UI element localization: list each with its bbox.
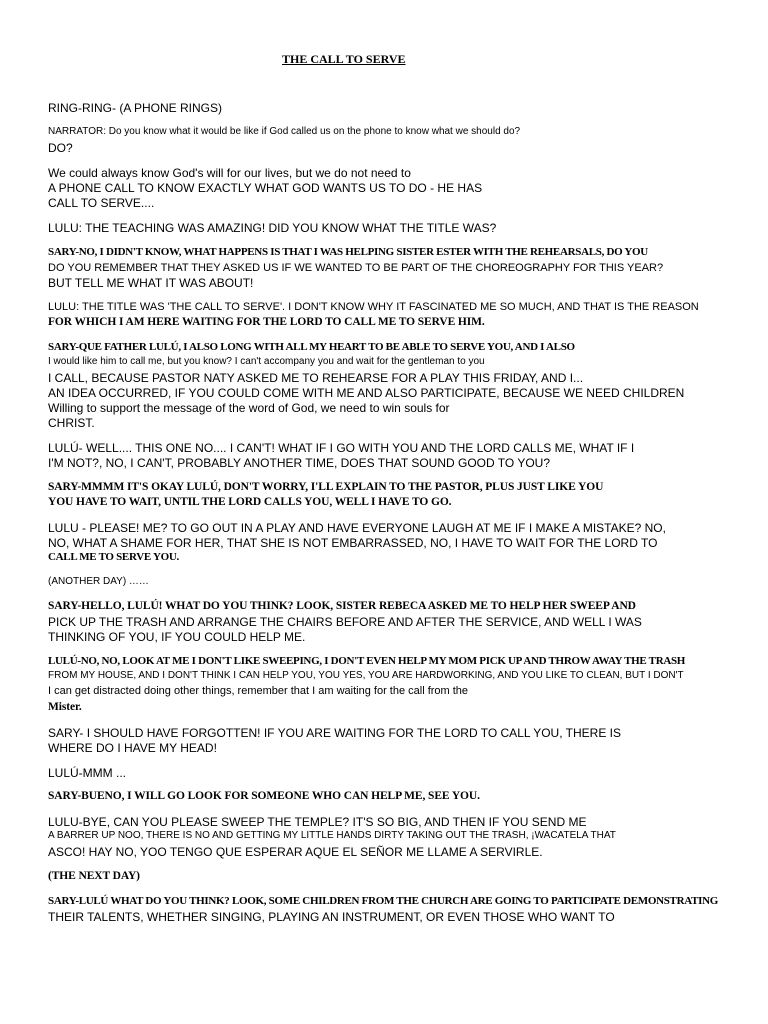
script-line: LULÚ- WELL.... THIS ONE NO.... I CAN'T! WHAT IF I GO WITH YOU AND THE LORD CALLS ME, WHAT IF I: [48, 441, 635, 455]
script-line: (ANOTHER DAY) ……: [48, 576, 149, 587]
script-line: SARY- I SHOULD HAVE FORGOTTEN! IF YOU ARE WAITING FOR THE LORD TO CALL YOU, THERE IS: [48, 726, 622, 740]
script-line: LULU - PLEASE! ME? TO GO OUT IN A PLAY AND HAVE EVERYONE LAUGH AT ME IF I MAKE A MISTAKE? NO,: [48, 521, 666, 535]
script-line: LULÚ-NO, NO, LOOK AT ME I DON'T LIKE SWEEPING, I DON'T EVEN HELP MY MOM PICK UP AND THROW AWAY THE TRASH: [48, 655, 686, 667]
script-line: RING-RING- (A PHONE RINGS): [48, 101, 223, 115]
script-line: SARY-LULÚ WHAT DO YOU THINK? LOOK, SOME CHILDREN FROM THE CHURCH ARE GOING TO PARTICIPATE DEMONSTRATING: [48, 895, 718, 907]
script-line: SARY-NO, I DIDN'T KNOW, WHAT HAPPENS IS THAT I WAS HELPING SISTER ESTER WITH THE REHEARSALS, DO YOU: [48, 246, 648, 258]
script-line: THEIR TALENTS, WHETHER SINGING, PLAYING AN INSTRUMENT, OR EVEN THOSE WHO WANT TO: [48, 910, 615, 924]
script-line: A PHONE CALL TO KNOW EXACTLY WHAT GOD WANTS US TO DO - HE HAS: [48, 181, 483, 195]
script-line: SARY-MMMM IT'S OKAY LULÚ, DON'T WORRY, I'LL EXPLAIN TO THE PASTOR, PLUS JUST LIKE YOU: [48, 481, 604, 493]
script-line: FROM MY HOUSE, AND I DON'T THINK I CAN HELP YOU, YOU YES, YOU ARE HARDWORKING, AND YOU LIKE TO CLEAN, BUT I DON'T: [48, 670, 684, 681]
script-line: (THE NEXT DAY): [48, 870, 140, 882]
script-line: LULU-BYE, CAN YOU PLEASE SWEEP THE TEMPLE? IT'S SO BIG, AND THEN IF YOU SEND ME: [48, 815, 587, 829]
script-line: AN IDEA OCCURRED, IF YOU COULD COME WITH ME AND ALSO PARTICIPATE, BECAUSE WE NEED CHILDREN: [48, 386, 685, 400]
script-line: LULU: THE TEACHING WAS AMAZING! DID YOU KNOW WHAT THE TITLE WAS?: [48, 221, 497, 235]
script-line: CALL TO SERVE....: [48, 196, 155, 210]
script-line: I'M NOT?, NO, I CAN'T, PROBABLY ANOTHER TIME, DOES THAT SOUND GOOD TO YOU?: [48, 456, 551, 470]
script-line: We could always know God's will for our lives, but we do not need to: [48, 166, 411, 180]
script-line: I would like him to call me, but you know? I can't accompany you and wait for the gentleman to you: [48, 356, 485, 367]
script-line: LULU: THE TITLE WAS 'THE CALL TO SERVE'. I DON'T KNOW WHY IT FASCINATED ME SO MUCH, AND THAT IS THE REASON: [48, 301, 699, 313]
script-line: DO YOU REMEMBER THAT THEY ASKED US IF WE WANTED TO BE PART OF THE CHOREOGRAPHY FOR THIS YEAR?: [48, 262, 664, 274]
script-line: A BARRER UP NOO, THERE IS NO AND GETTING MY LITTLE HANDS DIRTY TAKING OUT THE TRASH, ¡WACATELA THAT: [48, 830, 616, 841]
script-line: SARY-HELLO, LULÚ! WHAT DO YOU THINK? LOOK, SISTER REBECA ASKED ME TO HELP HER SWEEP AND: [48, 600, 636, 612]
script-line: ASCO! HAY NO, YOO TENGO QUE ESPERAR AQUE EL SEÑOR ME LLAME A SERVIRLE.: [48, 845, 543, 859]
script-line: PICK UP THE TRASH AND ARRANGE THE CHAIRS BEFORE AND AFTER THE SERVICE, AND WELL I WAS: [48, 615, 642, 629]
script-line: NARRATOR: Do you know what it would be like if God called us on the phone to know what we should do?: [48, 126, 521, 137]
script-line: I CALL, BECAUSE PASTOR NATY ASKED ME TO REHEARSE FOR A PLAY THIS FRIDAY, AND I...: [48, 371, 584, 385]
script-line: BUT TELL ME WHAT IT WAS ABOUT!: [48, 276, 254, 290]
script-line: CHRIST.: [48, 416, 95, 430]
script-line: DO?: [48, 141, 73, 155]
script-line: FOR WHICH I AM HERE WAITING FOR THE LORD TO CALL ME TO SERVE HIM.: [48, 316, 485, 328]
script-line: I can get distracted doing other things, remember that I am waiting for the call from the: [48, 685, 469, 697]
script-line: Mister.: [48, 701, 82, 713]
script-line: YOU HAVE TO WAIT, UNTIL THE LORD CALLS YOU, WELL I HAVE TO GO.: [48, 496, 452, 508]
script-line: Willing to support the message of the word of God, we need to win souls for: [48, 401, 450, 415]
script-line: THINKING OF YOU, IF YOU COULD HELP ME.: [48, 630, 306, 644]
script-line: SARY-BUENO, I WILL GO LOOK FOR SOMEONE WHO CAN HELP ME, SEE YOU.: [48, 790, 480, 802]
script-line: NO, WHAT A SHAME FOR HER, THAT SHE IS NOT EMBARRASSED, NO, I HAVE TO WAIT FOR THE LORD TO: [48, 536, 658, 550]
script-line: WHERE DO I HAVE MY HEAD!: [48, 741, 217, 755]
script-line: SARY-QUE FATHER LULÚ, I ALSO LONG WITH ALL MY HEART TO BE ABLE TO SERVE YOU, AND I ALSO: [48, 341, 575, 353]
script-line: CALL ME TO SERVE YOU.: [48, 551, 179, 563]
script-line: LULÚ-MMM ...: [48, 766, 126, 780]
document-title: THE CALL TO SERVE: [282, 52, 406, 66]
